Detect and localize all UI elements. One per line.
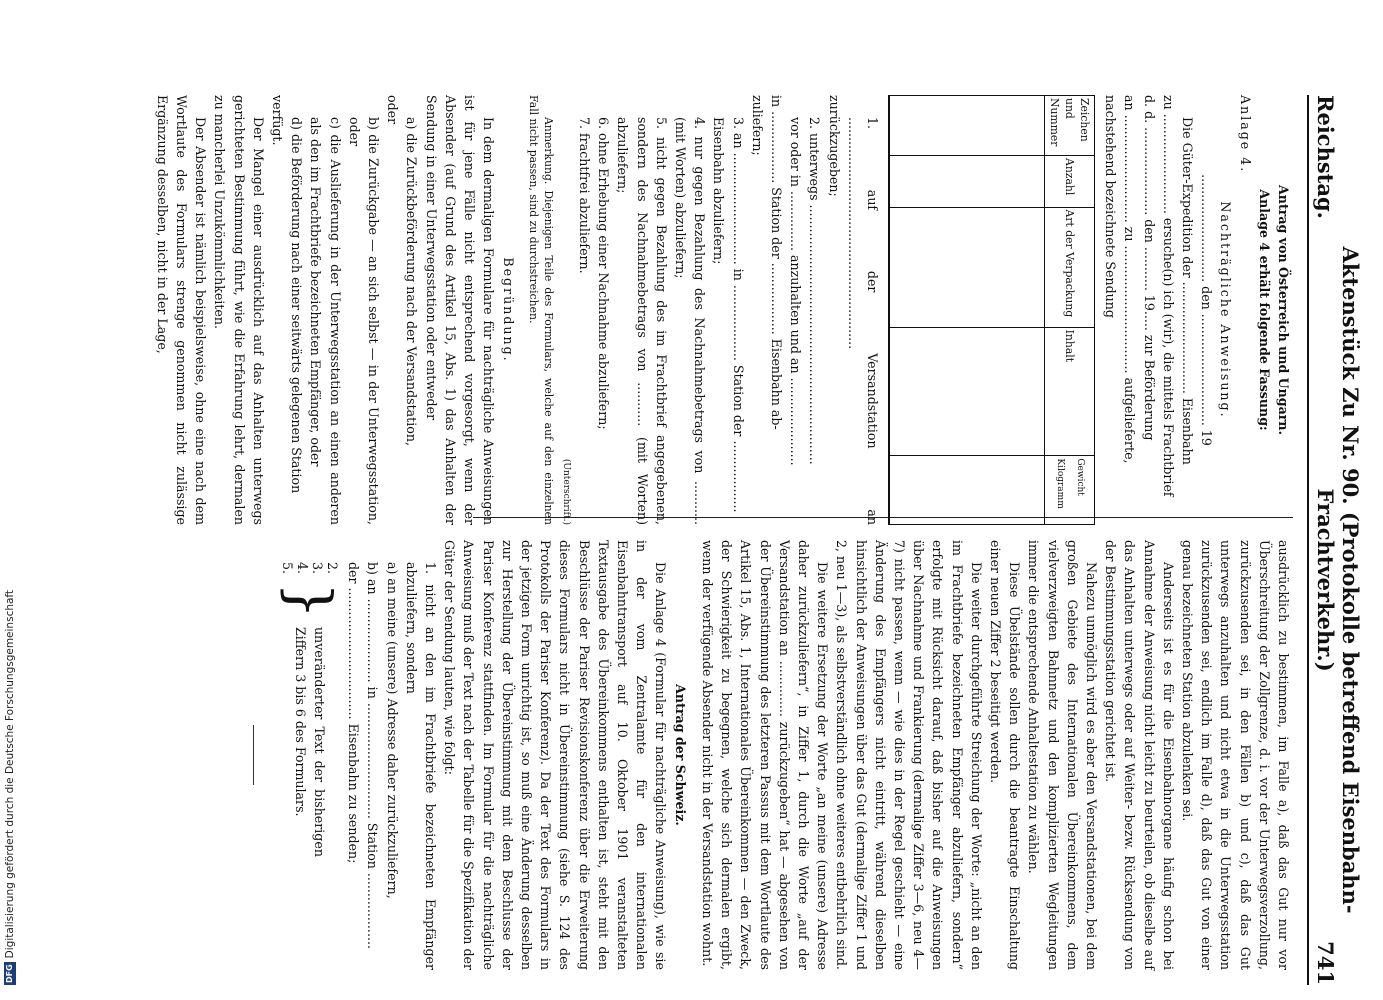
end-rule (253, 725, 254, 785)
header-left: Reichstag. (1313, 95, 1338, 219)
body-paragraph: Die weiter durchgeführte Streichung der Worte: „nicht an den im Frachtbriefe bezeichneten Empfänger abzuliefern, sondern“ erfolgte mit Rücksicht darauf, daß bisher auf die Anweisungen über Nachnahme und Frankierung (dermalige Ziffer 3—6, neu 4—7) nicht passen, wenn — wie dies in der Regel geschieht — eine Änderung des Empfängers nicht eintritt, während dieselben hinsichtlich der Anweisungen über das Gut (dermalige Ziffer 1 und 2, neu 1—3), als selbstverständlich ohne weiteres entbehrlich sind. (834, 540, 984, 970)
page-header (1307, 95, 1363, 985)
section-subtitle: Anlage 4 erhält folgende Fassung: (1256, 189, 1272, 431)
table-header: Gewicht Kilogramm (1044, 456, 1094, 525)
list-item: der ................................. Eisenbahn zu senden; (346, 562, 362, 864)
table-header: Inhalt (1044, 327, 1094, 456)
list-item: 1. auf der Versandstation an .......................................................... (845, 117, 880, 525)
list-item: 7. frachtfrei abzuliefern. (576, 117, 592, 274)
body-paragraph: Nahezu unmöglich wird es aber den Versandstationen, bei dem großen Gebiete des Internationalen Übereinkommens, dem vielverzweigten Bahnnetz und den komplizierten Wegleitungen immer die entsprechende Anhaltestation zu wählen. (1026, 540, 1099, 970)
table-header: Zeichen und Nummer (1044, 96, 1094, 156)
form-line-3: d. d. ...................... den ........... 19..... zur Beförderung (1141, 95, 1157, 441)
form-line-5: nachstehend bezeichnete Sendung (1103, 95, 1119, 318)
list-item: zurückzugeben; (826, 95, 842, 197)
begruendung-verfuegt: verfügt. (270, 95, 286, 146)
curly-brace: } (276, 582, 345, 619)
table-header: Art der Verpackung (1044, 207, 1094, 327)
brace-text: unveränderter Text der bisherigen Ziffern 3 bis 6 des Formulars. (293, 626, 328, 857)
body-paragraph: Die Anlage 4 (Formular für nachträgliche Anweisung), wie sie in der vom Zentralamte für den internationalen Eisenbahntransport auf 10. Oktober 1901 veranstalteten Textausgabe des Übereinkommens enthalten ist, steht mit den Beschlüsse der Pariser Revisionskonferenz über die Erweiterung dieses Formulars nicht in Übereinstimmung (siehe S. 124 des Protokolls der Pariser Konferenz). Da der Text des Formulars in der jetzigen Form unrichtig ist, so muß eine Änderung desselben zur Herstellung der Übereinstimmung mit dem Beschlusse der Pariser Konferenz stattfinden. Im Formular für die nachträgliche Anweisung muß der Text nach der Tabelle für die Spezifikation der Güter der Sendung lauten, wie folgt: (442, 540, 669, 970)
brace-number: 4. (295, 562, 311, 575)
body-paragraph: Die weitere Ersetzung der Worte „an meine (unsere) Adresse daher zurückzuliefern“, in Ziffer 1, durch die Worte „auf der Versandstation an .............. zurückzugeben“ hat — abgesehen von der Übereinstimmung des letzteren Passus mit dem Wortlaute des Artikel 15, Abs. 1, Internationales Übereinkommen — den Zweck, der Schwierigkeit zu begegnen, welche sich dermalen ergibt, wenn der verfügende Absender nicht in der Versandstation wohnt. (699, 540, 831, 970)
begruendung-item-a: a) die Zurückbeförderung nach der Versandstation, (404, 117, 420, 446)
right-column (253, 540, 1293, 970)
begruendung-paragraph: Der Absender ist nämlich beispielsweise, ohne eine nach dem Wortlaute des Formulars strenge genommen nicht zulässige Ergänzung desselben, nicht in der Lage, (154, 95, 209, 525)
begruendung-oder: oder (385, 95, 401, 125)
header-title: Aktenstück Zu Nr. 90. (Protokolle betreffend Eisenbahn-Frachtverkehr.) (1313, 246, 1363, 914)
anlage-label: Anlage 4. (1237, 95, 1253, 174)
body-paragraph: Diese Übelstände sollen durch die beantragte Einschaltung einer neuen Ziffer 2 beseitigt werden. (987, 540, 1023, 970)
section-title-austria: Antrag von Österreich und Ungarn. (1276, 185, 1291, 435)
digitization-credit (4, 590, 16, 985)
list-item: 3. an ............................ in ................... Station der .................. (730, 117, 746, 513)
brace-number: 2. (325, 562, 341, 575)
begruendung-item-b: b) die Zurückgabe — an sich selbst — in der Unterwegsstation, oder (346, 117, 382, 525)
form-line-2: zu ......................... ersuche(n) ich (wir), die mittels Frachtbrief (1160, 95, 1176, 497)
begruendung-paragraph: In dem dermaligen Formulare für nachträgliche Anweisungen ist für jene Fälle nicht entsprechend vorgesorgt, wenn der Absender (auf Grund des Artikel 15, Abs. 1) das Anhalten der Sendung in einer Unterwegsstation oder entweder (423, 95, 497, 525)
page-number: 741 (1313, 941, 1338, 985)
dfg-logo: DFG (5, 964, 14, 983)
shipment-table (888, 95, 1095, 525)
brace-list (276, 540, 345, 970)
brace-number: 5. (280, 562, 296, 575)
brace-number: 3. (310, 562, 326, 575)
list-item: 4. nur gegen Bezahlung des Nachnahmebetrags von ........... (mit Worten) abzuliefern; (672, 117, 708, 525)
list-item: b) an ..................... in ............................. Station ................... (365, 562, 381, 949)
form-line-1: Die Güter-Expedition der ............................ Eisenbahn (1179, 117, 1195, 465)
list-item: 5. nicht gegen Bezahlung des im Frachtbrief angegebenen, sondern des Nachnahmebetrags von ........... (mit Worten) abzuliefern; (615, 117, 669, 525)
form-line-4: an ........................... zu ................................ aufgelieferte, (1122, 95, 1138, 464)
list-item: vor oder in ............... anzuhalten und an ...................... (788, 117, 804, 466)
begruendung-item-c: c) die Auslieferung in der Unterwegsstation an einen anderen als den im Frachtbriefe bezeichneten Empfänger, oder (308, 117, 343, 525)
body-paragraph: ausdrücklich zu bestimmen, im Falle a), daß das Gut nur vor Überschreitung der Zollgrenze, d. i. vor der Unterwegsverzollung, zurückzusenden sei, in den Fällen b) und c), daß das Gut unterwegs anzuhalten und nicht etwa in die Unterwegsstation zurückzusenden sei, endlich im Falle d), daß das Gut von einer genau bezeichneten Station abzulenken sei. (1179, 540, 1291, 970)
list-item: 1. nicht an den im Frachtbriefe bezeichneten Empfänger abzuliefern, sondern (403, 562, 439, 970)
signature-label: (Unterschrift.) (560, 458, 571, 525)
begruendung-paragraph: Der Mangel einer ausdrücklich auf das Anhalten unterwegs gerichteten Bestimmung führt, wie die Erfahrung lehrt, dermalen zu mancherlei Unzukömmlichkeiten. (212, 95, 266, 525)
section-title-switzerland: Antrag der Schweiz. (672, 684, 688, 826)
table-cell (892, 327, 1045, 456)
table-cell (892, 207, 1045, 327)
body-paragraph: Anderseits ist es für die Eisenbahnorgane häufig schon bei Annahme der Anweisung nicht leicht zu beurteilen, ob dieselbe auf das Anhalten unterwegs oder auf Weiter- bezw. Rücksendung von der Bestimmungsstation gerichtet ist. (1103, 540, 1176, 970)
begruendung-item-d: d) die Beförderung nach einer seitwärts gelegenen Station (289, 117, 305, 494)
table-cell (892, 96, 1045, 156)
list-item: Eisenbahn abzuliefern; (711, 117, 727, 265)
list-item: 2. unterwegs ................................................................. (807, 117, 823, 465)
form-title: Nachträgliche Anweisung. (1218, 201, 1234, 419)
date-line: ........................... den ............................ 19 (1199, 174, 1215, 446)
list-item: zuliefern; (749, 95, 765, 156)
begruendung-title: Begründung. (500, 257, 516, 363)
table-cell (892, 156, 1045, 207)
list-item: a) an meine (unsere) Adresse daher zurückzuliefern, (384, 562, 400, 899)
list-item: 6. ohne Erhebung einer Nachnahme abzuliefern; (596, 117, 612, 430)
list-item: in .................. Station der .................. Eisenbahn ab- (768, 95, 784, 430)
anmerkung-note: Anmerkung. Diejenigen Teile des Formulars, welche auf den einzelnen Fall nicht passen, sind zu durchstreichen. (526, 95, 555, 525)
credit-text: Digitalisierung gefördert durch die Deutsche Forschungsgemeinschaft (4, 589, 16, 959)
left-column (153, 95, 1293, 525)
table-header: Anzahl (1044, 156, 1094, 207)
table-cell (892, 456, 1045, 525)
